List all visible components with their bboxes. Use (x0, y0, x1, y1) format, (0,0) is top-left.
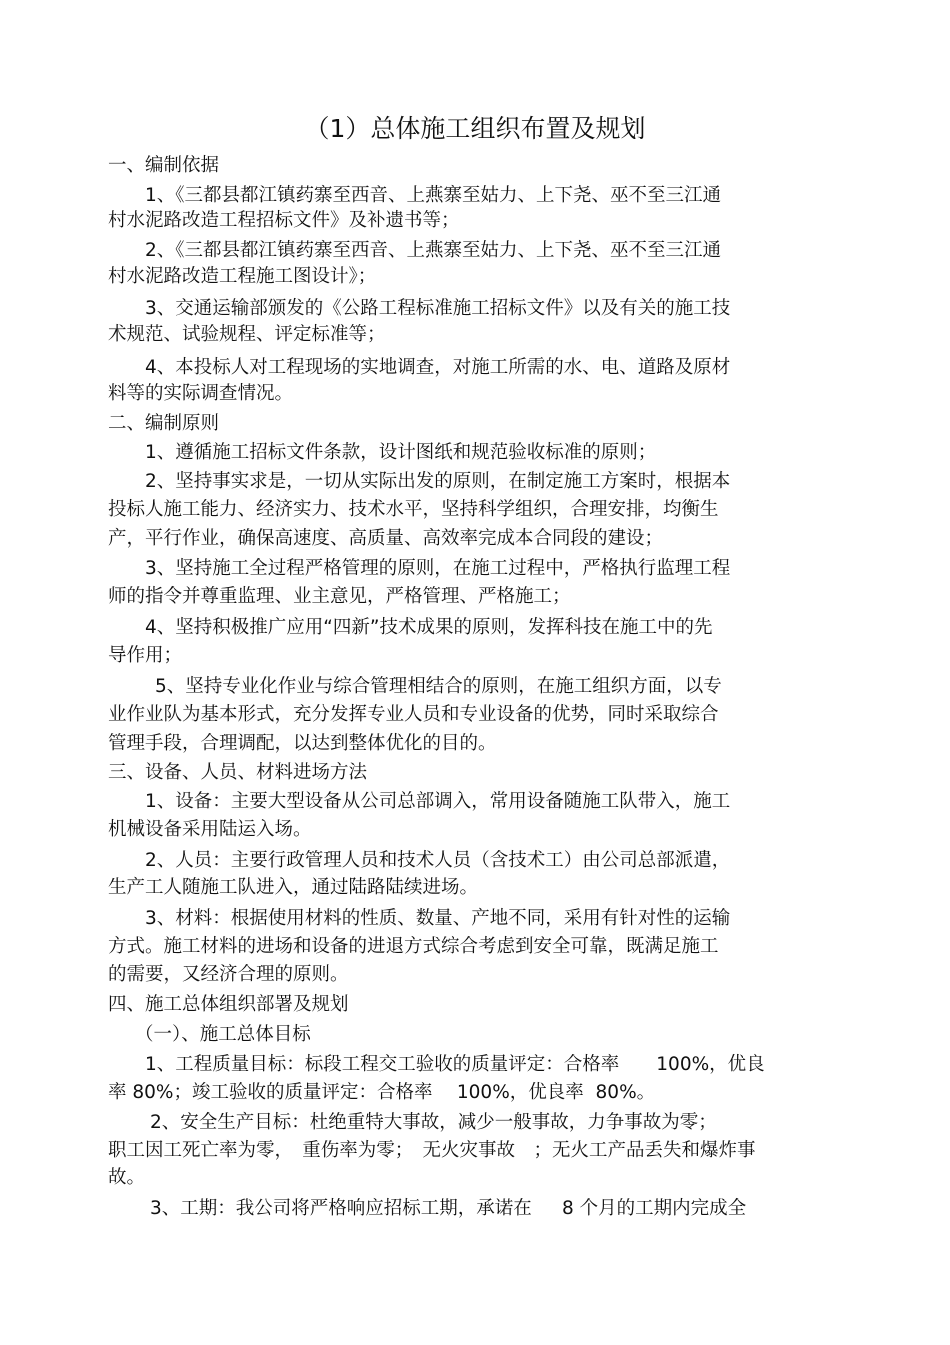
paragraph-line: 2、人员：主要行政管理人员和技术人员（含技术工）由公司总部派遣， (145, 850, 731, 871)
paragraph-line: 率 80%；竣工验收的质量评定：合格率 100%，优良率 80%。 (108, 1082, 656, 1103)
paragraph-line: 料等的实际调查情况。 (108, 383, 294, 404)
document-title: （1）总体施工组织布置及规划 (304, 114, 646, 143)
paragraph-line: 5、坚持专业化作业与综合管理相结合的原则，在施工组织方面，以专 (155, 676, 722, 697)
heading-1: 一、编制依据 (108, 155, 220, 176)
paragraph-line: 2、坚持事实求是，一切从实际出发的原则，在制定施工方案时，根据本 (145, 471, 731, 492)
heading-4: 四、施工总体组织部署及规划 (108, 994, 349, 1015)
paragraph-line: 村水泥路改造工程招标文件》及补遗书等； (108, 210, 460, 231)
paragraph-line: 1、《三都县都江镇药寨至西音、上燕寨至姑力、上下尧、巫不至三江通 (145, 185, 722, 206)
paragraph-line: 投标人施工能力、经济实力、技术水平，坚持科学组织，合理安排，均衡生 (108, 499, 719, 520)
paragraph-line: 3、交通运输部颁发的《公路工程标准施工招标文件》以及有关的施工技 (145, 298, 731, 319)
paragraph-line: 2、《三都县都江镇药寨至西音、上燕寨至姑力、上下尧、巫不至三江通 (145, 240, 722, 261)
paragraph-line: 师的指令并尊重监理、业主意见，严格管理、严格施工； (108, 586, 571, 607)
paragraph-line: 职工因工死亡率为零， 重伤率为零； 无火灾事故 ；无火工产品丢失和爆炸事 (108, 1140, 756, 1161)
paragraph-line: 3、工期：我公司将严格响应招标工期，承诺在 8 个月的工期内完成全 (150, 1198, 747, 1219)
paragraph-line: 机械设备采用陆运入场。 (108, 819, 312, 840)
paragraph-line: 术规范、试验规程、评定标准等； (108, 324, 386, 345)
paragraph-line: 1、设备：主要大型设备从公司总部调入，常用设备随施工队带入，施工 (145, 791, 731, 812)
paragraph-line: 3、坚持施工全过程严格管理的原则，在施工过程中，严格执行监理工程 (145, 558, 731, 579)
paragraph-line: 的需要，又经济合理的原则。 (108, 964, 349, 985)
heading-2: 二、编制原则 (108, 413, 220, 434)
paragraph-line: 4、坚持积极推广应用“四新”技术成果的原则，发挥科技在施工中的先 (145, 617, 713, 638)
paragraph-line: 业作业队为基本形式，充分发挥专业人员和专业设备的优势，同时采取综合 (108, 704, 719, 725)
paragraph-line: 3、材料：根据使用材料的性质、数量、产地不同，采用有针对性的运输 (145, 908, 731, 929)
paragraph-line: 1、遵循施工招标文件条款，设计图纸和规范验收标准的原则； (145, 442, 657, 463)
paragraph-line: 1、工程质量目标：标段工程交工验收的质量评定：合格率 100%，优良 (145, 1054, 765, 1075)
paragraph-line: 4、本投标人对工程现场的实地调查，对施工所需的水、电、道路及原材 (145, 357, 731, 378)
paragraph-line: 导作用； (108, 645, 183, 666)
paragraph-line: 方式。施工材料的进场和设备的进退方式综合考虑到安全可靠，既满足施工 (108, 936, 719, 957)
paragraph-line: 产，平行作业，确保高速度、高质量、高效率完成本合同段的建设； (108, 528, 664, 549)
paragraph-line: 管理手段，合理调配，以达到整体优化的目的。 (108, 733, 497, 754)
paragraph-line: 生产工人随施工队进入，通过陆路陆续进场。 (108, 877, 479, 898)
paragraph-line: 村水泥路改造工程施工图设计》； (108, 266, 377, 287)
heading-3: 三、设备、人员、材料进场方法 (108, 762, 368, 783)
subheading: （一）、施工总体目标 (135, 1024, 311, 1045)
paragraph-line: 2、安全生产目标：杜绝重特大事故，减少一般事故，力争事故为零； (150, 1112, 717, 1133)
paragraph-line: 故。 (108, 1167, 146, 1188)
